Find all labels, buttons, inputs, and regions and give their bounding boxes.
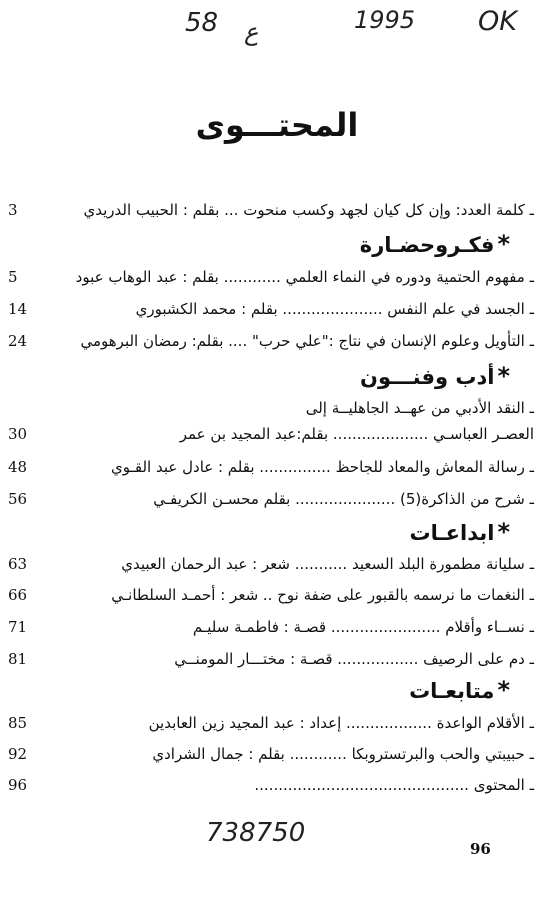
toc-entry-page: 66 [8, 586, 28, 604]
toc-entry [8, 646, 534, 672]
toc-entry-page: 63 [8, 555, 28, 573]
toc-entry [8, 582, 534, 608]
toc-entry-text: ـ نســاء وأقلام ....................... قصـة : فاطمـة سليـم [192, 618, 534, 636]
toc-entry-text: ـ التأويل وعلوم الإنسان في نتاج :"علي حرب" .... بقلم: رمضان البرهومي [80, 332, 534, 350]
toc-entry [8, 614, 534, 640]
toc-entry-text: ـ رسالة المعاش والمعاد للجاحظ ............... بقلم : عادل عبد القـوي [111, 458, 534, 476]
toc-entry-page: 92 [8, 745, 28, 763]
toc-entry-text: ـ سليانة مطمورة البلد السعيد ........... شعر : عبد الرحمان العبيدي [121, 555, 534, 573]
toc-entry-text: ـ مفهوم الحتمية ودوره في النماء العلمي ............ بقلم : عبد الوهاب عبود [75, 268, 534, 286]
star-marker: * [497, 676, 510, 704]
toc-entry-text: العصـر العباسـي .................... بقلم:عبد المجيد بن عمر [179, 425, 534, 443]
toc-entry-text: ـ شرح من الذاكرة(5) ..................... بقلم محسـن الكريفـي [153, 490, 534, 508]
section-heading [410, 518, 511, 546]
toc-entry-text: ـ النغمات ما نرسمه بالقبور على ضفة نوح .. شعر : أحمـد السلطانـي [111, 586, 534, 604]
toc-entry-text: ـ دم على الرصيف ................. قصـة : مختـــار المومنــي [174, 650, 534, 668]
toc-entry [8, 710, 534, 736]
section-heading-text: ابداعـات [409, 521, 495, 545]
handwritten-note: 1995 [354, 6, 416, 34]
toc-entry-text: ـ النقد الأدبي من عهــد الجاهليــة إلى [305, 399, 534, 417]
toc-entry-text: ـ المحتوى ............................................. [254, 776, 534, 794]
section-heading [360, 230, 510, 258]
star-marker: * [497, 230, 510, 258]
toc-entry-text: ـ الأقلام الواعدة .................. إعداد : عبد المجيد زين العابدين [148, 714, 534, 732]
toc-entry-text: ـ حبيبتي والحب والبرتستروبكا ............ بقلم : جمال الشرادي [152, 745, 534, 763]
toc-entry [8, 197, 534, 223]
section-heading [409, 676, 510, 704]
toc-entry-text: ـ كلمة العدد: وإن كل كيان لجهد وكسب منحوت ... بقلم : الحبيب الدريدي [83, 201, 534, 219]
page-number: 96 [470, 840, 491, 858]
toc-entry-page: 56 [8, 490, 28, 508]
toc-entry [8, 264, 534, 290]
toc-entry-page: 14 [8, 300, 28, 318]
handwritten-note: ع [244, 18, 259, 46]
toc-entry [8, 486, 534, 512]
toc-entry-page: 71 [8, 618, 28, 636]
toc-entry [8, 395, 534, 421]
toc-entry-page: 81 [8, 650, 28, 668]
toc-entry [8, 454, 534, 480]
toc-entry [8, 328, 534, 354]
toc-entry-page: 96 [8, 776, 28, 794]
toc-entry-page: 48 [8, 458, 28, 476]
toc-entry-text: ـ الجسد في علم النفس ..................... بقلم : محمد الكشبوري [135, 300, 534, 318]
star-marker: * [497, 362, 510, 390]
page-title: المحتـــوى [195, 106, 359, 144]
toc-entry [8, 741, 534, 767]
toc-entry [8, 296, 534, 322]
toc-entry-continuation [8, 421, 534, 447]
toc-entry [8, 551, 534, 577]
toc-entry [8, 772, 534, 798]
section-heading-text: أدب وفنـــون [360, 365, 495, 389]
section-heading-text: فكـروحضـارة [359, 233, 495, 257]
toc-entry-page: 85 [8, 714, 28, 732]
section-heading [360, 362, 510, 390]
handwritten-note: 738750 [206, 818, 306, 848]
toc-entry-page: 30 [8, 425, 28, 443]
toc-entry-page: 5 [8, 268, 18, 286]
handwritten-note: 58 [185, 8, 219, 38]
section-heading-text: متابعـات [409, 679, 495, 703]
toc-entry-page: 3 [8, 201, 18, 219]
handwritten-note: OK [478, 6, 517, 37]
star-marker: * [497, 518, 510, 546]
toc-entry-page: 24 [8, 332, 28, 350]
